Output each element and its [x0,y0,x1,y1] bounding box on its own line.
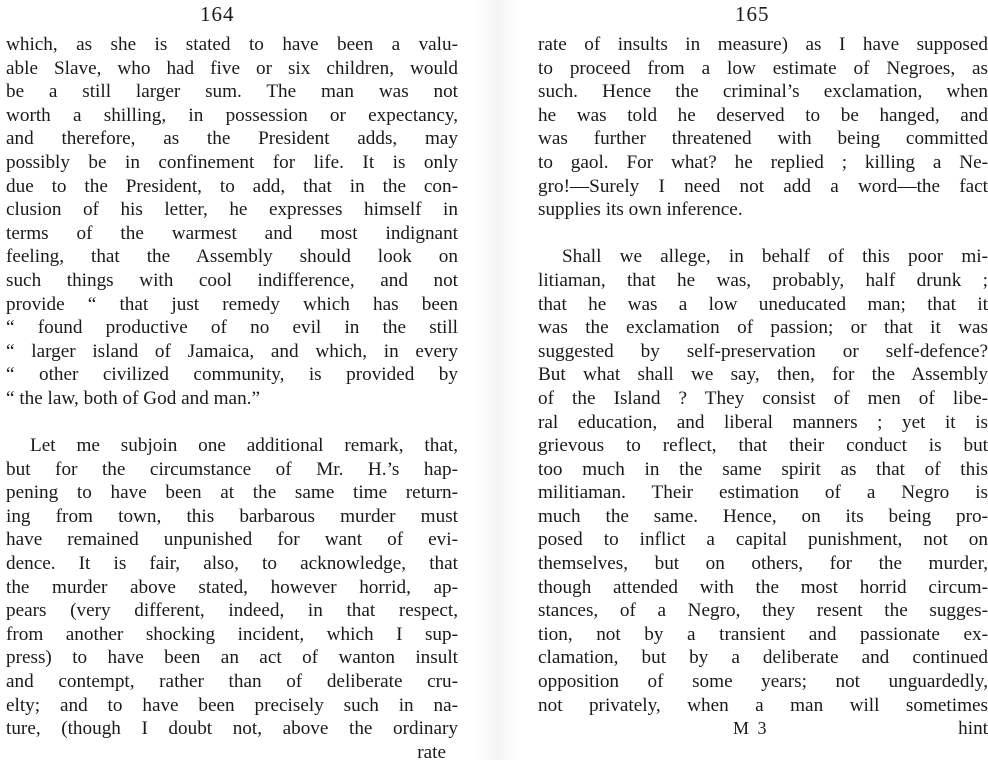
text-line: not privately, when a man will sometimes [538,694,988,716]
text-line: the murder above stated, however horrid, ap- [6,576,458,598]
text-line: clusion of his letter, he expresses himself in [6,199,458,221]
catchword: hint [958,718,988,740]
text-line: though attended with the most horrid circum- [538,576,988,598]
text-line: from another shocking incident, which I sup- [6,623,458,645]
text-line: terms of the warmest and most indignant [6,222,458,244]
text-line: such things with cool indifference, and not [6,269,458,291]
text-line: possibly be in confinement for life. It is only [6,151,458,173]
text-line: supplies its own inference. [538,199,743,221]
text-line: elty; and to have been precisely such in na- [6,694,458,716]
text-line: which, as she is stated to have been a valu- [6,34,458,55]
text-line: suggested by self-preservation or self-defence? [538,340,988,362]
text-line: much the same. Hence, on its being pro- [538,505,988,527]
text-line: such. Hence the criminal’s exclamation, when [538,81,988,103]
text-line: stances, of a Negro, they resent the sugges- [538,600,988,622]
text-line: gro!—Surely I need not add a word—the fact [538,175,988,197]
text-line: Let me subjoin one additional remark, that, [30,435,458,457]
text-line: that he was a low uneducated man; that it [538,293,988,315]
text-line: ral education, and liberal manners ; yet it is [538,411,988,433]
text-line: was further threatened with being committed [538,128,988,150]
text-line: to gaol. For what? he replied ; killing a Ne- [538,151,988,173]
text-line: able Slave, who had five or six children, would [6,57,458,79]
text-line: posed to inflict a capital punishment, not on [538,529,988,551]
text-line: was the exclamation of passion; or that it was [538,317,988,339]
text-line: litiaman, that he was, probably, half drunk ; [538,269,988,291]
left-page [0,0,475,763]
text-line: opposition of some years; not unguardedly, [538,671,988,693]
text-line: be a still larger sum. The man was not [6,81,458,103]
text-line: ing from town, this barbarous murder must [6,505,458,527]
text-line: to proceed from a low estimate of Negroes, as [538,57,988,79]
text-line: and contempt, rather than of deliberate cru- [6,671,458,693]
text-line: “ larger island of Jamaica, and which, in every [6,340,458,362]
text-line: rate of insults in measure) as I have supposed [538,34,988,55]
text-line: pears (very different, indeed, in that respect, [6,600,458,622]
text-line: have remained unpunished for want of evi- [6,529,458,551]
text-line: tion, not by a transient and passionate ex- [538,623,988,645]
text-line: feeling, that the Assembly should look on [6,246,458,268]
text-line: and therefore, as the President adds, may [6,128,458,150]
book-gutter [476,0,520,760]
text-line: provide “ that just remedy which has been [6,293,458,315]
text-line: pening to have been at the same time return- [6,482,458,504]
text-line: due to the President, to add, that in the con- [6,175,458,197]
text-line: ture, (though I doubt not, above the ordinary [6,718,458,740]
text-line: But what shall we say, then, for the Assembly [538,364,988,386]
paragraph-break [538,222,988,246]
text-line: press) to have been an act of wanton insult [6,647,458,669]
text-line: militiaman. Their estimation of a Negro is [538,482,988,504]
page-footer [538,717,988,741]
text-line: he was told he deserved to be hanged, and [538,104,988,126]
text-line: “ other civilized community, is provided by [6,364,458,386]
text-line: dence. It is fair, also, to acknowledge, that [6,553,458,575]
signature-mark: M 3 [733,718,769,739]
paragraph-break [6,411,458,435]
page-number-right: 165 [735,2,770,26]
page-footer [6,741,458,764]
text-line: themselves, but on others, for the murder, [538,553,988,575]
text-line: Shall we allege, in behalf of this poor mi- [562,246,988,268]
text-line: of the Island ? They consist of men of libe- [538,387,988,409]
page-number-left: 164 [200,2,235,26]
text-line: but for the circumstance of Mr. H.’s hap- [6,458,458,480]
text-line: “ found productive of no evil in the still [6,317,458,339]
text-line: too much in the same spirit as that of this [538,458,988,480]
text-line: worth a shilling, in possession or expectancy, [6,104,458,126]
right-page-text [538,33,988,741]
catchword: rate [417,741,446,763]
left-page-text [6,33,458,764]
right-page [520,0,988,760]
text-line: clamation, but by a deliberate and continued [538,647,988,669]
text-line: grievous to reflect, that their conduct is but [538,435,988,457]
text-line: “ the law, both of God and man.” [6,387,260,409]
